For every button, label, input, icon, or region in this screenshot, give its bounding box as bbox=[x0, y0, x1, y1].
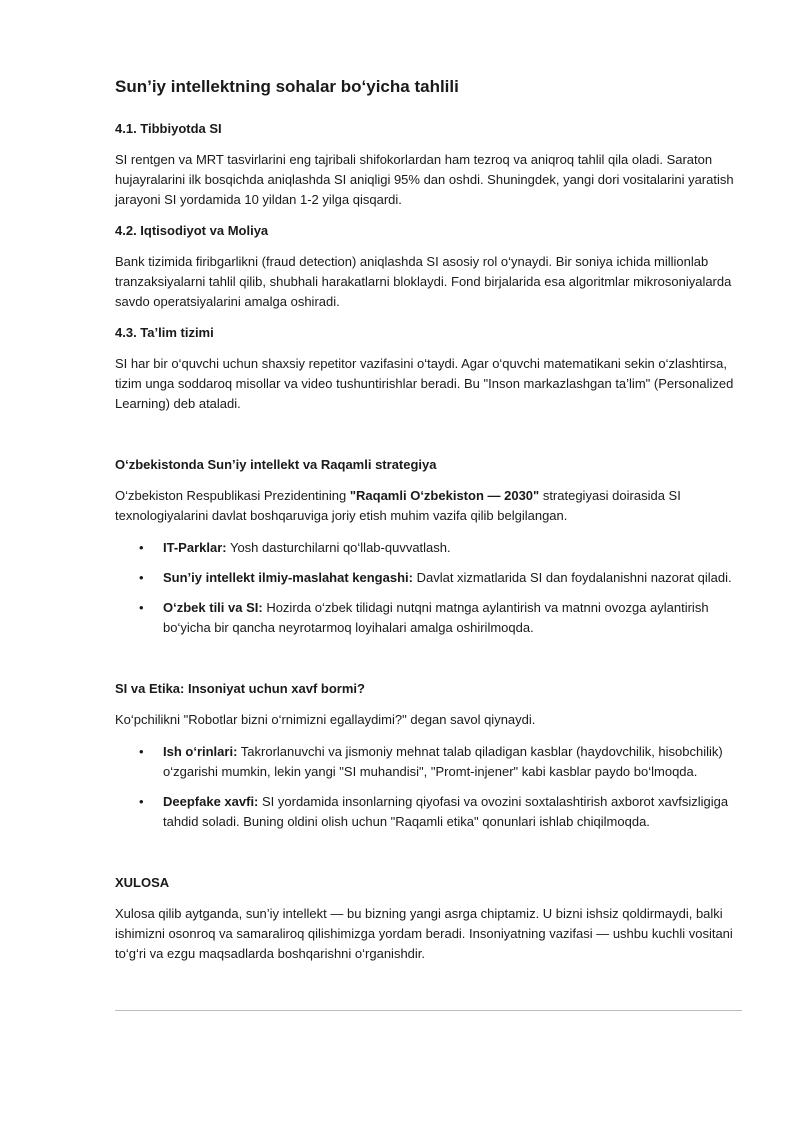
ethics-bullet-list bbox=[115, 742, 740, 832]
list-item bbox=[115, 568, 740, 588]
list-item bbox=[115, 742, 740, 782]
list-item-label: Ish o‘rinlari: bbox=[163, 744, 238, 759]
intro-text-after: strategiyasi doirasida SI texnologiyalarini davlat boshqaruviga joriy etish muhim vazifa qilib belgilangan. bbox=[115, 488, 681, 523]
section-text-conclusion: Xulosa qilib aytganda, sun’iy intellekt — bu bizning yangi asrga chiptamiz. U bizni ishsiz qoldirmaydi, balki ishimizni osonroq va samaraliroq qilishimizga yordam beradi. Insoniyatning vazifasi — ushbu kuchli vositani to‘g‘ri va ezgu maqsadlarda boshqarishni o‘rganishdir. bbox=[115, 906, 733, 961]
list-item-label: O‘zbek tili va SI: bbox=[163, 600, 263, 615]
section-intro-strategy bbox=[115, 486, 740, 526]
list-item-text: Yosh dasturchilarni qo‘llab-quvvatlash. bbox=[226, 540, 451, 555]
bullet-icon: • bbox=[139, 540, 144, 555]
section-heading-strategy: O‘zbekistonda Sun’iy intellekt va Raqamli strategiya bbox=[115, 457, 437, 472]
list-item-text: SI yordamida insonlarning qiyofasi va ovozini soxtalashtirish axborot xavfsizligiga tahdid soladi. Buning oldini olish uchun "Raqamli etika" qonunlari ishlab chiqilmoqda. bbox=[163, 794, 729, 829]
section-heading-medicine: 4.1. Tibbiyotda SI bbox=[115, 121, 222, 136]
section-text-finance: Bank tizimida firibgarlikni (fraud detection) aniqlashda SI asosiy rol o‘ynaydi. Bir soniya ichida millionlab tranzaksiyalarni tahlil qilib, shubhali harakatlarni bloklaydi. Fond birjalarida esa algoritmlar mikrosoniyalarda savdo operatsiyalarini amalga oshiradi. bbox=[115, 254, 732, 309]
intro-text-before: O‘zbekiston Respublikasi Prezidentining bbox=[115, 488, 350, 503]
document-title: Sun’iy intellektning sohalar bo‘yicha tahlili bbox=[115, 77, 459, 96]
bullet-icon: • bbox=[139, 794, 144, 809]
list-item-text: Hozirda o‘zbek tilidagi nutqni matnga aylantirish va matnni ovozga aylantirish bo‘yicha bir qancha neyrotarmoq loyihalari amalga oshirilmoqda. bbox=[163, 600, 709, 635]
section-heading-finance: 4.2. Iqtisodiyot va Moliya bbox=[115, 223, 269, 238]
bullet-icon: • bbox=[139, 744, 144, 759]
strategy-bullet-list bbox=[115, 538, 740, 638]
intro-text-bold: "Raqamli O‘zbekiston — 2030" bbox=[349, 488, 540, 503]
list-item-label: Sun’iy intellekt ilmiy-maslahat kengashi: bbox=[163, 570, 413, 585]
list-item bbox=[115, 598, 740, 638]
list-item-label: IT-Parklar: bbox=[163, 540, 227, 555]
list-item-text: Takrorlanuvchi va jismoniy mehnat talab qiladigan kasblar (haydovchilik, hisobchilik) o‘zgarishi mumkin, lekin yangi "SI muhandisi", "Promt-injener" kabi kasblar paydo bo‘lmoqda. bbox=[163, 744, 723, 779]
bullet-icon: • bbox=[139, 600, 144, 615]
list-item-label: Deepfake xavfi: bbox=[163, 794, 259, 809]
list-item-text: Davlat xizmatlarida SI dan foydalanishni nazorat qiladi. bbox=[412, 570, 732, 585]
horizontal-divider bbox=[115, 1010, 742, 1011]
section-text-education: SI har bir o‘quvchi uchun shaxsiy repetitor vazifasini o‘taydi. Agar o‘quvchi matematikani sekin o‘zlashtirsa, tizim unga soddaroq misollar va video tushuntirishlar beradi. Bu "Inson markazlashgan ta’lim" (Personalized Learning) deb ataladi. bbox=[115, 356, 734, 411]
list-item bbox=[115, 538, 740, 558]
section-heading-conclusion: XULOSA bbox=[115, 875, 170, 890]
section-heading-education: 4.3. Ta’lim tizimi bbox=[115, 325, 214, 340]
list-item bbox=[115, 792, 740, 832]
section-text-medicine: SI rentgen va MRT tasvirlarini eng tajribali shifokorlardan ham tezroq va aniqroq tahlil qila oladi. Saraton hujayralarini ilk bosqichda aniqlashda SI aniqligi 95% dan oshdi. Shuningdek, yangi dori vositalarini yaratish jarayoni SI yordamida 10 yildan 1-2 yilga qisqardi. bbox=[115, 152, 734, 207]
bullet-icon: • bbox=[139, 570, 144, 585]
section-heading-ethics: SI va Etika: Insoniyat uchun xavf bormi? bbox=[115, 681, 365, 696]
section-intro-ethics: Ko‘pchilikni "Robotlar bizni o‘rnimizni egallaydimi?" degan savol qiynaydi. bbox=[115, 712, 536, 727]
